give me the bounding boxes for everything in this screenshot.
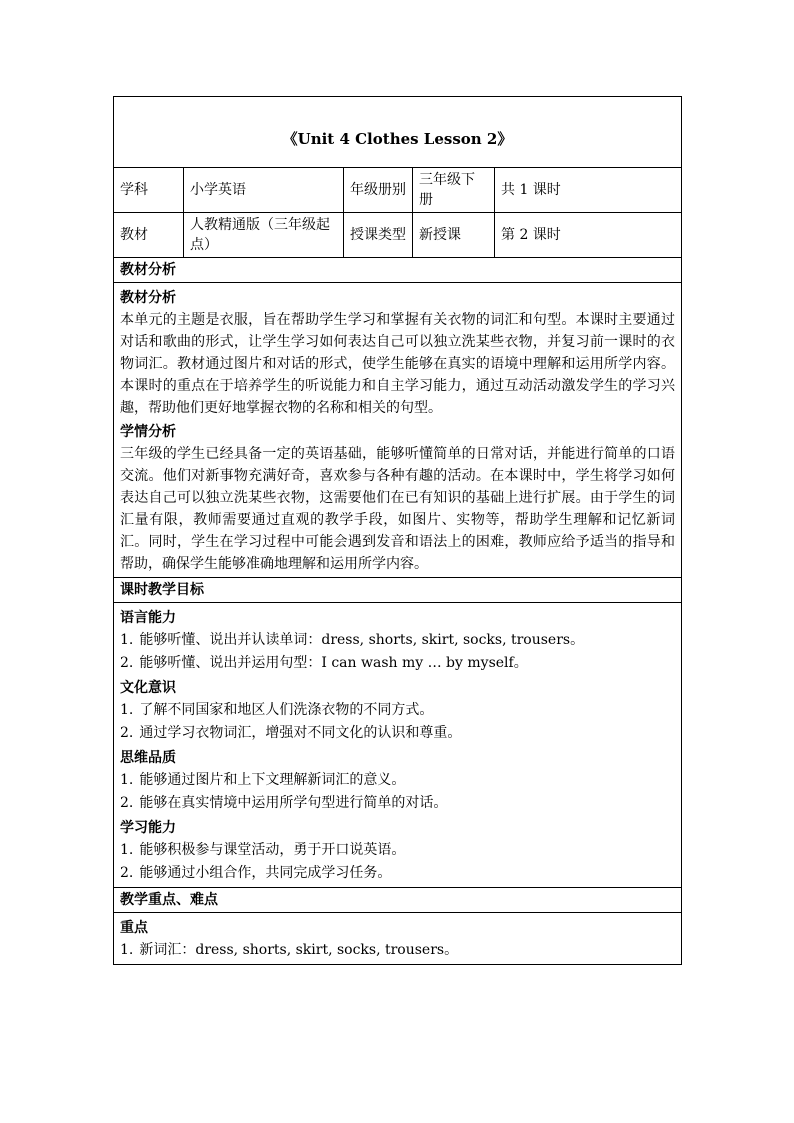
list-item [120, 769, 675, 792]
key-points-heading-row [114, 888, 682, 913]
item-text: 能够在真实情境中运用所学句型进行简单的对话。 [139, 795, 448, 811]
student-analysis-text: 三年级的学生已经具备一定的英语基础，能够听懂简单的日常对话，并能进行简单的口语交流。他们对新事物充满好奇，喜欢参与各种有趣的活动。在本课时中，学生将学习如何表达自己可以独立洗某些衣物，这需要他们在已有知识的基础上进行扩展。由于学生的词汇量有限，教师需要通过直观的教学手段，如图片、实物等，帮助学生理解和记忆新词汇。同时，学生在学习过程中可能会遇到发音和语法上的困难，教师应给予适当的指导和帮助，确保学生能够准确地理解和运用所学内容。 [120, 446, 675, 572]
item-number: 1. [120, 702, 134, 718]
objectives-content [114, 603, 682, 888]
item-number: 1. [120, 772, 134, 788]
grade-value: 三年级下册 [413, 168, 495, 213]
item-text: 通过学习衣物词汇，增强对不同文化的认识和尊重。 [139, 725, 462, 741]
document-title: 《Unit 4 Clothes Lesson 2》 [114, 97, 682, 168]
objectives-heading-row [114, 578, 682, 603]
item-number: 2. [120, 725, 134, 741]
item-text: 能够积极参与课堂活动，勇于开口说英语。 [139, 842, 406, 858]
key-points-content-row [114, 913, 682, 965]
item-text: 能够通过小组合作，共同完成学习任务。 [139, 865, 392, 881]
item-number: 1. [120, 842, 134, 858]
list-item [120, 652, 675, 675]
list-item [120, 862, 675, 885]
objectives-content-row [114, 603, 682, 888]
item-number: 2. [120, 865, 134, 881]
objective-group-title: 语言能力 [120, 610, 176, 626]
list-item [120, 792, 675, 815]
lesson-plan-table [113, 96, 682, 965]
analysis-content-row [114, 283, 682, 578]
grade-label: 年级册别 [344, 168, 413, 213]
objective-group-title: 文化意识 [120, 680, 176, 696]
item-text: 了解不同国家和地区人们洗涤衣物的不同方式。 [139, 702, 434, 718]
item-number: 1. [120, 942, 134, 958]
item-number: 2. [120, 655, 134, 671]
objectives-heading: 课时教学目标 [114, 578, 682, 603]
list-item [120, 699, 675, 722]
subject-value: 小学英语 [184, 168, 344, 213]
list-item [120, 839, 675, 862]
objective-group-title: 学习能力 [120, 820, 176, 836]
textbook-analysis-text: 本单元的主题是衣服，旨在帮助学生学习和掌握有关衣物的词汇和句型。本课时主要通过对话和歌曲的形式，让学生学习如何表达自己可以独立洗某些衣物，并复习前一课时的衣物词汇。教材通过图片和对话的形式，使学生能够在真实的语境中理解和运用所学内容。本课时的重点在于培养学生的听说能力和自主学习能力，通过互动活动激发学生的学习兴趣，帮助他们更好地掌握衣物的名称和相关的句型。 [120, 312, 675, 416]
key-points-heading: 教学重点、难点 [114, 888, 682, 913]
lesson-type-label: 授课类型 [344, 213, 413, 258]
lesson-plan-document [113, 96, 681, 965]
list-item [120, 722, 675, 745]
textbook-value: 人教精通版（三年级起点） [184, 213, 344, 258]
total-hours: 共 1 课时 [495, 168, 682, 213]
info-row-2 [114, 213, 682, 258]
title-row [114, 97, 682, 168]
item-text: 新词汇：dress, shorts, skirt, socks, trousers。 [139, 942, 459, 958]
list-item [120, 629, 675, 652]
item-number: 1. [120, 632, 134, 648]
student-analysis-title: 学情分析 [120, 424, 176, 440]
analysis-heading: 教材分析 [114, 258, 682, 283]
list-item [120, 939, 675, 962]
lesson-number: 第 2 课时 [495, 213, 682, 258]
item-text: 能够听懂、说出并运用句型：I can wash my … by myself。 [139, 655, 528, 671]
subject-label: 学科 [114, 168, 184, 213]
key-points-content [114, 913, 682, 965]
analysis-heading-row [114, 258, 682, 283]
textbook-label: 教材 [114, 213, 184, 258]
key-points-title: 重点 [120, 920, 148, 936]
textbook-analysis-title: 教材分析 [120, 290, 176, 306]
item-number: 2. [120, 795, 134, 811]
info-row-1 [114, 168, 682, 213]
analysis-content [114, 283, 682, 578]
item-text: 能够听懂、说出并认读单词：dress, shorts, skirt, socks, trousers。 [139, 632, 585, 648]
lesson-type-value: 新授课 [413, 213, 495, 258]
objective-group-title: 思维品质 [120, 750, 176, 766]
item-text: 能够通过图片和上下文理解新词汇的意义。 [139, 772, 406, 788]
